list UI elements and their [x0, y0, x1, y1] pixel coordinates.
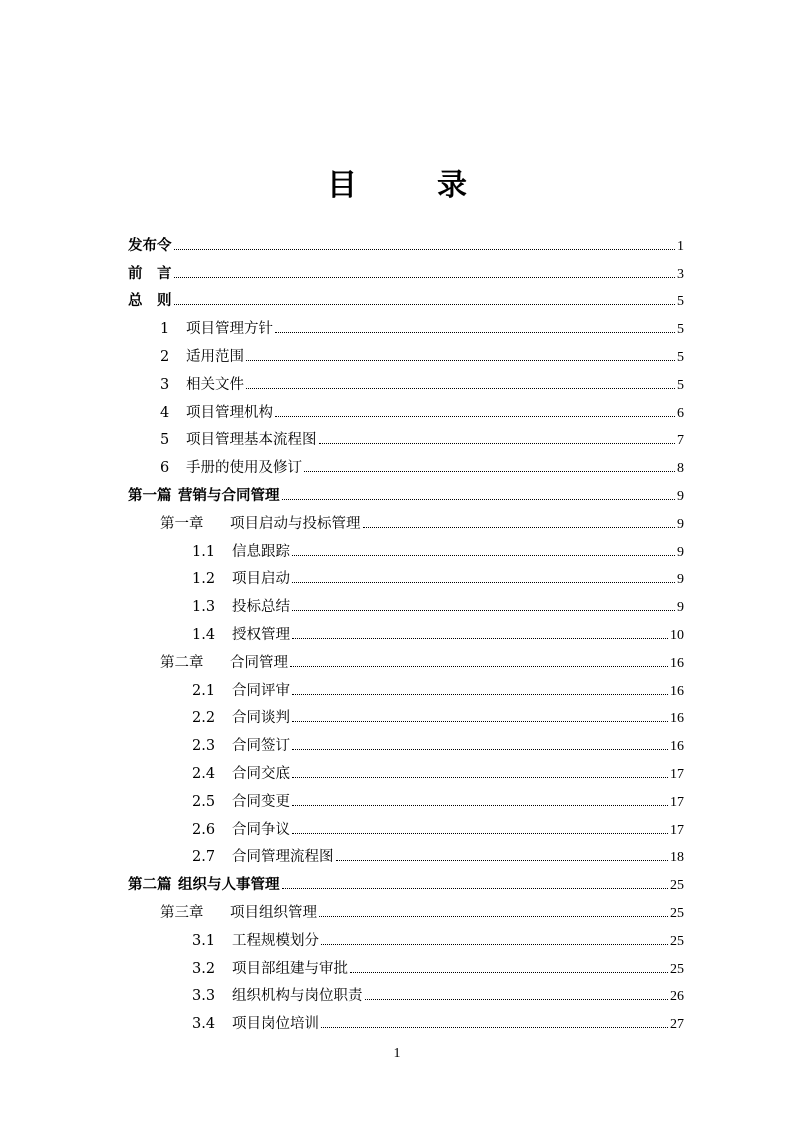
toc-entry-label	[160, 345, 244, 366]
toc-entry[interactable]	[128, 894, 684, 922]
toc-entry-text: 组织机构与岗位职责	[232, 988, 363, 1005]
toc-entry-label	[192, 734, 290, 755]
toc-entry-text: 项目管理基本流程图	[186, 432, 317, 449]
toc-entry-text: 投标总结	[232, 599, 290, 616]
toc-entry[interactable]	[128, 505, 684, 533]
toc-entry[interactable]	[128, 755, 684, 783]
toc-entry[interactable]	[128, 866, 684, 894]
toc-entry-page: 5	[677, 294, 684, 310]
toc-dot-leader	[319, 443, 676, 444]
title-char-2: 录	[437, 168, 467, 203]
toc-entry[interactable]	[128, 394, 684, 422]
toc-entry-label	[160, 512, 361, 533]
toc-entry-text: 项目管理方针	[186, 321, 273, 338]
toc-dot-leader	[290, 666, 668, 667]
toc-entry-number: 3.4	[192, 1016, 216, 1033]
toc-entry[interactable]	[128, 283, 684, 311]
toc-entry-number: 2.5	[192, 793, 216, 810]
toc-entry[interactable]	[128, 449, 684, 477]
toc-dot-leader	[282, 888, 669, 889]
toc-dot-leader	[292, 805, 668, 806]
toc-entry-page: 9	[677, 572, 684, 588]
toc-entry-page: 26	[670, 989, 684, 1005]
toc-entry-text: 适用范围	[186, 348, 244, 365]
toc-dot-leader	[174, 249, 676, 250]
toc-entry-number: 2.7	[192, 849, 216, 866]
toc-entry-number: 4	[160, 404, 170, 421]
toc-entry-text: 合同交底	[232, 765, 290, 782]
toc-entry-page: 9	[677, 600, 684, 616]
toc-dot-leader	[319, 916, 668, 917]
toc-entry-number: 3.3	[192, 988, 216, 1005]
toc-dot-leader	[336, 860, 669, 861]
toc-entry-page: 6	[677, 405, 684, 421]
toc-dot-leader	[246, 360, 675, 361]
toc-entry-text: 合同签订	[232, 738, 290, 755]
toc-entry-page: 5	[677, 349, 684, 365]
toc-entry-number: 3.1	[192, 932, 216, 949]
toc-entry-number: 2.3	[192, 738, 216, 755]
page-title	[0, 160, 794, 204]
toc-entry[interactable]	[128, 922, 684, 950]
toc-entry-text: 营销与合同管理	[178, 486, 280, 504]
toc-dot-leader	[292, 749, 668, 750]
toc-entry-label	[128, 262, 172, 283]
toc-entry-number: 1.4	[192, 626, 216, 643]
toc-entry[interactable]	[128, 477, 684, 505]
toc-entry-page: 16	[670, 739, 684, 755]
toc-dot-leader	[304, 471, 675, 472]
toc-entry[interactable]	[128, 783, 684, 811]
toc-entry-text: 信息跟踪	[232, 543, 290, 560]
toc-entry-number: 3	[160, 376, 170, 393]
toc-entry[interactable]	[128, 533, 684, 561]
toc-entry-number: 2.4	[192, 765, 216, 782]
toc-entry-label	[160, 456, 302, 477]
toc-dot-leader	[292, 833, 668, 834]
toc-entry[interactable]	[128, 727, 684, 755]
toc-entry[interactable]	[128, 227, 684, 255]
toc-entry-text: 相关文件	[186, 376, 244, 393]
toc-entry-text: 项目岗位培训	[232, 1016, 319, 1033]
toc-entry-text: 项目启动与投标管理	[230, 515, 361, 532]
toc-entry[interactable]	[128, 366, 684, 394]
toc-entry[interactable]	[128, 616, 684, 644]
toc-entry-text: 合同谈判	[232, 710, 290, 727]
toc-entry-number: 2.1	[192, 682, 216, 699]
toc-entry-number: 第三章	[160, 904, 204, 921]
toc-entry[interactable]	[128, 338, 684, 366]
toc-entry[interactable]	[128, 588, 684, 616]
toc-dot-leader	[246, 388, 675, 389]
toc-dot-leader	[292, 582, 675, 583]
toc-entry-label	[128, 289, 172, 310]
toc-entry-number: 1.3	[192, 599, 216, 616]
toc-entry-page: 9	[677, 488, 684, 504]
toc-entry[interactable]	[128, 978, 684, 1006]
toc-entry-page: 1	[677, 238, 684, 254]
toc-entry-page: 16	[670, 655, 684, 671]
toc-entry-page: 25	[670, 961, 684, 977]
toc-entry-text: 项目组织管理	[230, 904, 317, 921]
toc-entry-text: 项目启动	[232, 571, 290, 588]
toc-entry-page: 16	[670, 711, 684, 727]
toc-entry-page: 10	[670, 627, 684, 643]
toc-entry-page: 25	[670, 905, 684, 921]
toc-entry-number: 5	[160, 432, 170, 449]
toc-entry-text: 合同争议	[232, 821, 290, 838]
toc-entry-label	[160, 651, 288, 672]
toc-entry-text: 项目部组建与审批	[232, 960, 348, 977]
toc-entry-page: 3	[677, 266, 684, 282]
toc-entry-label	[192, 567, 290, 588]
toc-dot-leader	[282, 499, 676, 500]
toc-entry-text: 合同评审	[232, 682, 290, 699]
toc-entry-label	[128, 873, 280, 894]
toc-entry-page: 5	[677, 322, 684, 338]
toc-entry[interactable]	[128, 310, 684, 338]
toc-dot-leader	[292, 694, 668, 695]
toc-entry-label	[160, 901, 317, 922]
toc-entry-number: 2.2	[192, 710, 216, 727]
toc-entry-label	[192, 706, 290, 727]
toc-entry-text: 组织与人事管理	[178, 876, 280, 894]
toc-entry-page: 25	[670, 878, 684, 894]
toc-entry[interactable]	[128, 700, 684, 728]
toc-entry-text: 合同管理流程图	[232, 849, 334, 866]
toc-dot-leader	[321, 944, 668, 945]
toc-entry-text: 前 言	[128, 264, 172, 282]
toc-dot-leader	[292, 777, 668, 778]
table-of-contents	[128, 227, 684, 1033]
toc-entry-number: 1	[160, 321, 170, 338]
toc-entry-number: 3.2	[192, 960, 216, 977]
toc-entry-label	[128, 484, 280, 505]
toc-entry-page: 8	[677, 461, 684, 477]
toc-entry[interactable]	[128, 561, 684, 589]
toc-entry-page: 17	[670, 794, 684, 810]
toc-entry-label	[192, 1012, 319, 1033]
toc-entry-label	[160, 401, 273, 422]
toc-entry-number: 第二章	[160, 654, 204, 671]
toc-dot-leader	[292, 721, 668, 722]
toc-dot-leader	[292, 610, 675, 611]
toc-dot-leader	[365, 999, 669, 1000]
toc-entry-number: 2.6	[192, 821, 216, 838]
toc-entry[interactable]	[128, 672, 684, 700]
toc-dot-leader	[174, 304, 676, 305]
toc-entry-label	[160, 317, 273, 338]
toc-dot-leader	[363, 527, 676, 528]
toc-entry[interactable]	[128, 839, 684, 867]
toc-entry-number: 第一章	[160, 515, 204, 532]
toc-entry-number: 1.2	[192, 571, 216, 588]
toc-entry-text: 工程规模划分	[232, 932, 319, 949]
toc-entry-label	[192, 957, 348, 978]
toc-entry-page: 16	[670, 683, 684, 699]
toc-entry-text: 授权管理	[232, 626, 290, 643]
toc-entry-label	[192, 762, 290, 783]
toc-entry-page: 25	[670, 933, 684, 949]
toc-entry-label	[192, 818, 290, 839]
title-char-1: 目	[327, 168, 357, 203]
toc-entry[interactable]	[128, 644, 684, 672]
toc-dot-leader	[174, 277, 676, 278]
toc-entry-number: 2	[160, 348, 170, 365]
toc-entry-label	[128, 234, 172, 255]
toc-entry-label	[160, 373, 244, 394]
toc-entry-label	[192, 790, 290, 811]
toc-entry-page: 9	[677, 544, 684, 560]
toc-entry-page: 17	[670, 766, 684, 782]
toc-entry-text: 合同变更	[232, 793, 290, 810]
toc-dot-leader	[275, 416, 675, 417]
toc-entry-page: 7	[677, 433, 684, 449]
toc-entry-label	[192, 984, 363, 1005]
toc-dot-leader	[292, 638, 668, 639]
toc-entry-number: 1.1	[192, 543, 216, 560]
toc-entry-label	[192, 845, 334, 866]
toc-entry[interactable]	[128, 811, 684, 839]
toc-entry-page: 5	[677, 377, 684, 393]
toc-entry-text: 发布令	[128, 236, 172, 254]
toc-entry-label	[192, 623, 290, 644]
toc-entry-page: 9	[677, 516, 684, 532]
toc-dot-leader	[275, 332, 675, 333]
toc-entry-page: 18	[670, 850, 684, 866]
toc-entry-label	[192, 540, 290, 561]
toc-entry-label	[160, 428, 317, 449]
toc-entry-text: 手册的使用及修订	[186, 460, 302, 477]
toc-entry-text: 项目管理机构	[186, 404, 273, 421]
toc-entry[interactable]	[128, 255, 684, 283]
page-number: 1	[393, 1046, 401, 1061]
toc-dot-leader	[321, 1027, 668, 1028]
toc-entry-page: 17	[670, 822, 684, 838]
toc-entry[interactable]	[128, 422, 684, 450]
toc-entry-number: 第一篇	[128, 486, 172, 504]
toc-entry-label	[192, 929, 319, 950]
toc-entry[interactable]	[128, 1005, 684, 1033]
toc-entry-text: 总 则	[128, 292, 172, 310]
toc-entry-label	[192, 679, 290, 700]
toc-entry-page: 27	[670, 1017, 684, 1033]
toc-entry-number: 6	[160, 460, 170, 477]
toc-dot-leader	[350, 972, 668, 973]
toc-entry-text: 合同管理	[230, 654, 288, 671]
toc-entry[interactable]	[128, 950, 684, 978]
toc-entry-number: 第二篇	[128, 876, 172, 894]
toc-entry-label	[192, 595, 290, 616]
toc-dot-leader	[292, 555, 675, 556]
